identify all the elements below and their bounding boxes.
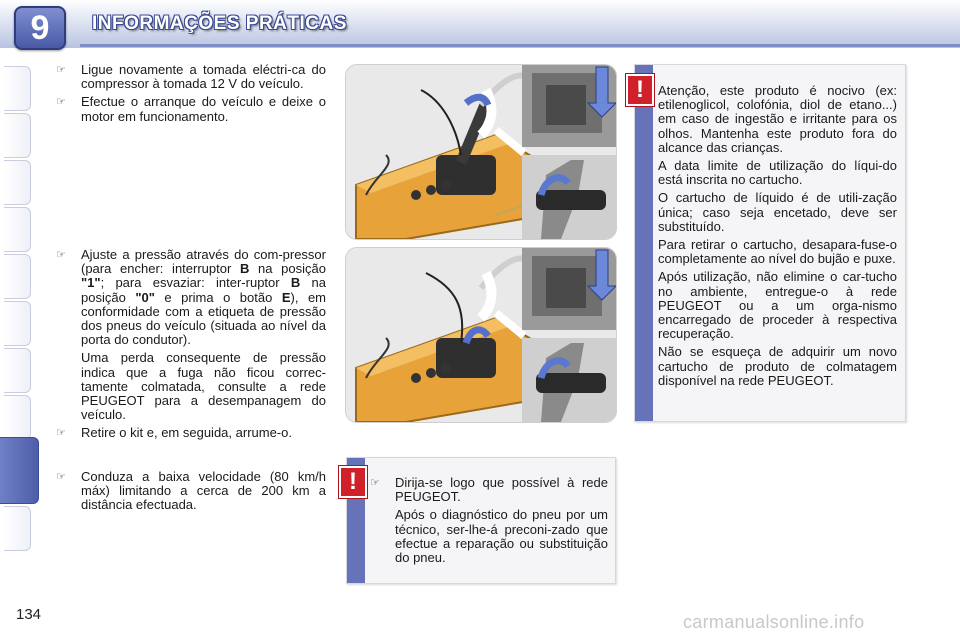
chapter-tab[interactable] — [4, 160, 31, 205]
chapter-tab[interactable] — [4, 254, 31, 299]
pointing-hand-icon: ☞ — [56, 249, 66, 261]
warning-paragraph: Não se esqueça de adquirir um novo cartucho de produto de colmatagem disponível na rede PEUGEOT. — [658, 344, 897, 388]
chapter-number-badge: 9 — [14, 6, 66, 50]
list-item: ☞ Dirija-se logo que possível à rede PEUGEOT. Após o diagnóstico do pneu por um técnico, ser-lhe-á preconi-zado que efectue a reparação ou substituição do pneu. — [370, 475, 608, 566]
chapter-tab[interactable] — [4, 301, 31, 346]
pressure-adjust-text: Ajuste a pressão através do com-pressor (para encher: interruptor B na posição "1"; para esvaziar: inter-ruptor B na posição "0" e prima o botão E), em conformidade com a etiqueta de pressão dos pneus do veículo (situada ao nível da porta do condutor). — [81, 247, 327, 348]
list-item: ☞ Conduza a baixa velocidade (80 km/h máx) limitando a cerca de 200 km a distância efectuada. — [56, 469, 326, 513]
warning-paragraph: O cartucho de líquido é de utili-zação única; caso seja encetado, deve ser substituído. — [658, 190, 897, 234]
pointing-hand-icon: ☞ — [56, 96, 66, 109]
chapter-tab[interactable] — [4, 113, 31, 158]
pressure-loss-text: Uma perda consequente de pressão indica que a fuga não ficou correc-tamente colmatada, consulte a rede PEUGEOT para a desempanagem do veículo. — [81, 350, 326, 423]
chapter-tab[interactable] — [4, 395, 31, 440]
pointing-hand-icon: ☞ — [56, 471, 66, 483]
chapter-tab-active[interactable] — [0, 437, 39, 504]
list-item — [56, 248, 326, 422]
instructions-block-2 — [56, 248, 326, 445]
warning-exclamation-icon: ! — [626, 74, 654, 106]
warning-paragraph: A data limite de utilização do líqui-do está inscrita no cartucho. — [658, 158, 897, 188]
chapter-tab[interactable] — [4, 348, 31, 393]
header-underline — [80, 44, 960, 47]
pointing-hand-icon: ☞ — [56, 64, 66, 76]
warning-hazard-text — [658, 84, 897, 392]
pointing-hand-icon: ☞ — [56, 427, 66, 440]
chapter-tab[interactable] — [4, 506, 31, 551]
chapter-tab[interactable] — [4, 207, 31, 252]
compressor-illustration-1 — [345, 64, 617, 240]
page-number: 134 — [16, 606, 42, 623]
instructions-block-1 — [56, 63, 326, 128]
warning-exclamation-icon: ! — [339, 466, 367, 498]
list-item: ☞ Retire o kit e, em seguida, arrume-o. — [56, 425, 292, 441]
pointing-hand-icon: ☞ — [370, 477, 380, 489]
chapter-tab[interactable] — [4, 66, 31, 111]
warning-repair-text — [370, 476, 608, 569]
warning-paragraph: Após utilização, não elimine o car-tucho no ambiente, entregue-o à rede PEUGEOT ou a um orga-nismo encarregado de proceder à respectiva recuperação. — [658, 269, 897, 342]
warning-paragraph: Atenção, este produto é nocivo (ex: etilenoglicol, colofónia, diol de etano...) em caso de ingestão e irritante para os olhos. Mantenha este produto fora do alcance das crianças. — [658, 83, 897, 155]
instructions-block-3 — [56, 470, 326, 517]
warning-paragraph: Para retirar o cartucho, desapara-fuse-o completamente ao nível do bujão e puxe. — [658, 237, 897, 267]
compressor-illustration-2 — [345, 247, 617, 423]
watermark-text: carmanualsonline.info — [683, 612, 865, 632]
list-item: ☞ Efectue o arranque do veículo e deixe o motor em funcionamento. — [56, 94, 326, 124]
list-item: ☞ Ligue novamente a tomada eléctri-ca do compressor à tomada 12 V do veículo. — [56, 62, 326, 92]
warning-accent-bar — [635, 65, 653, 421]
page-title: INFORMAÇÕES PRÁTICAS — [92, 13, 347, 34]
